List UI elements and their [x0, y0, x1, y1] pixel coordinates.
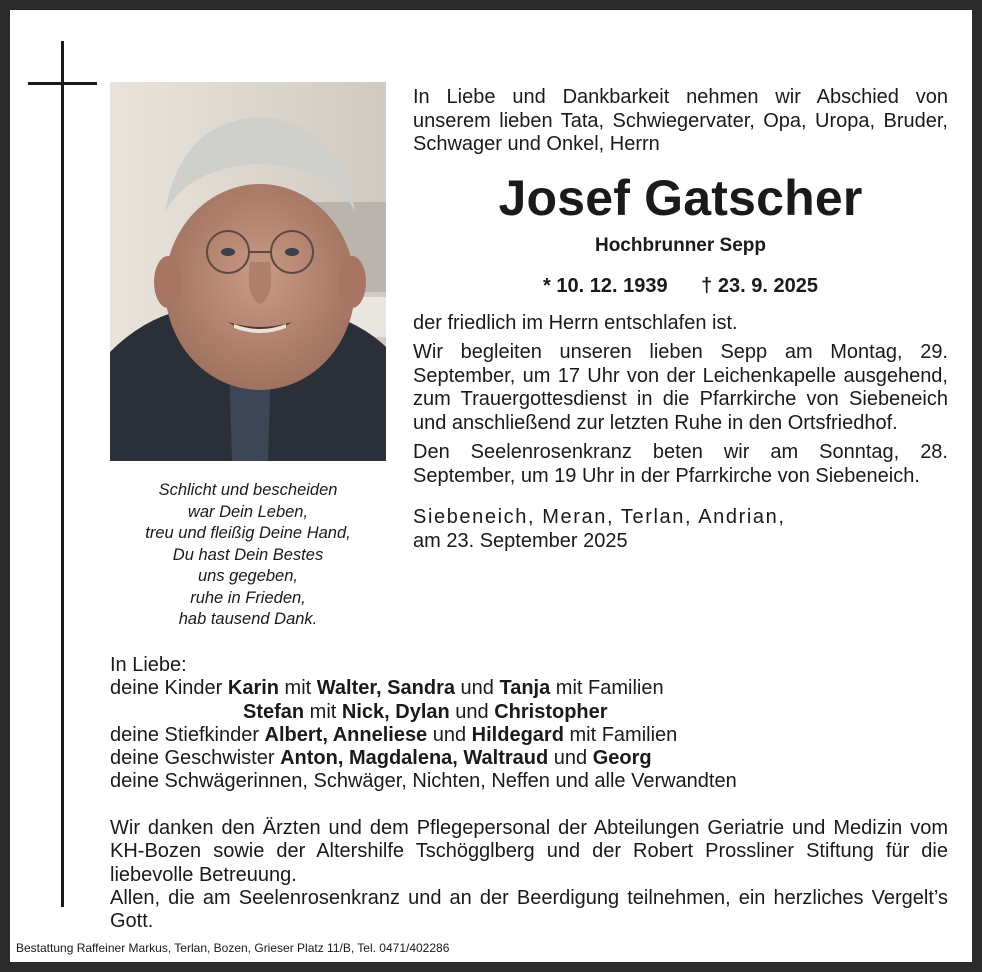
intro-text: In Liebe und Dankbarkeit nehmen wir Abschied von unserem lieben Tata, Schwiegervater, Opa, Uropa, Bruder, Schwager und Onkel, Herrn [413, 86, 948, 155]
memorial-poem [110, 480, 386, 631]
deceased-name: Josef Gatscher [498, 169, 863, 226]
portrait-photo [110, 82, 386, 461]
siblings-line: deine Geschwister Anton, Magdalena, Waltraud und Georg [110, 747, 652, 770]
family-heading: In Liebe: [110, 654, 187, 676]
children-line-2: Stefan mit Nick, Dylan und Christopher [243, 700, 608, 723]
poem-line: hab tausend Dank. [178, 610, 318, 628]
birth-date: * 10. 12. 1939 [543, 274, 668, 297]
family-list [110, 654, 737, 794]
stepchildren-line: deine Stiefkinder Albert, Anneliese und Hildegard mit Familien [110, 723, 678, 746]
thanks-section [110, 817, 948, 933]
places-line: Siebeneich, Meran, Terlan, Andrian, [413, 506, 786, 528]
death-date: † 23. 9. 2025 [701, 274, 818, 297]
peaceful-text: der friedlich im Herrn entschlafen ist. [413, 311, 738, 334]
poem-line: Du hast Dein Bestes [172, 545, 324, 564]
poem-line: Schlicht und bescheiden [158, 481, 338, 499]
date-line: am 23. September 2025 [413, 529, 628, 552]
poem-line: war Dein Leben, [187, 502, 309, 521]
obituary-sheet [10, 10, 972, 962]
announcement-column [413, 86, 948, 553]
rosary-text: Den Seelenrosenkranz beten wir am Sonntag, 28. September, um 19 Uhr in der Pfarrkirche von Siebeneich. [413, 441, 948, 487]
funeral-home-footer: Bestattung Raffeiner Markus, Terlan, Bozen, Grieser Platz 11/B, Tel. 0471/402286 [16, 941, 450, 955]
thanks-staff: Wir danken den Ärzten und dem Pflegepersonal der Abteilungen Geriatrie und Medizin vom KH-Bozen sowie der Altershilfe Tschögglberg und der Robert Prossliner Stiftung für die liebevolle Betreuung. [110, 817, 948, 886]
nickname: Hochbrunner Sepp [594, 234, 766, 256]
funeral-text: Wir begleiten unseren lieben Sepp am Montag, 29. September, um 17 Uhr von der Leichenkapelle ausgehend, zum Trauergottesdienst in die Pfarrkirche von Siebeneich und anschließend zur letzten Ruhe in den Ortsfriedhof. [413, 341, 948, 434]
children-line: deine Kinder Karin mit Walter, Sandra und Tanja mit Familien [110, 677, 664, 700]
relatives-line: deine Schwägerinnen, Schwäger, Nichten, Neffen und alle Verwandten [110, 770, 737, 793]
thanks-attendees: Allen, die am Seelenrosenkranz und an der Beerdigung teilnehmen, ein herzliches Vergelt’s Gott. [110, 886, 948, 933]
poem-line: treu und fleißig Deine Hand, [145, 524, 351, 542]
poem-line: ruhe in Frieden, [190, 588, 306, 607]
poem-line: uns gegeben, [197, 567, 298, 585]
life-dates [413, 275, 948, 298]
